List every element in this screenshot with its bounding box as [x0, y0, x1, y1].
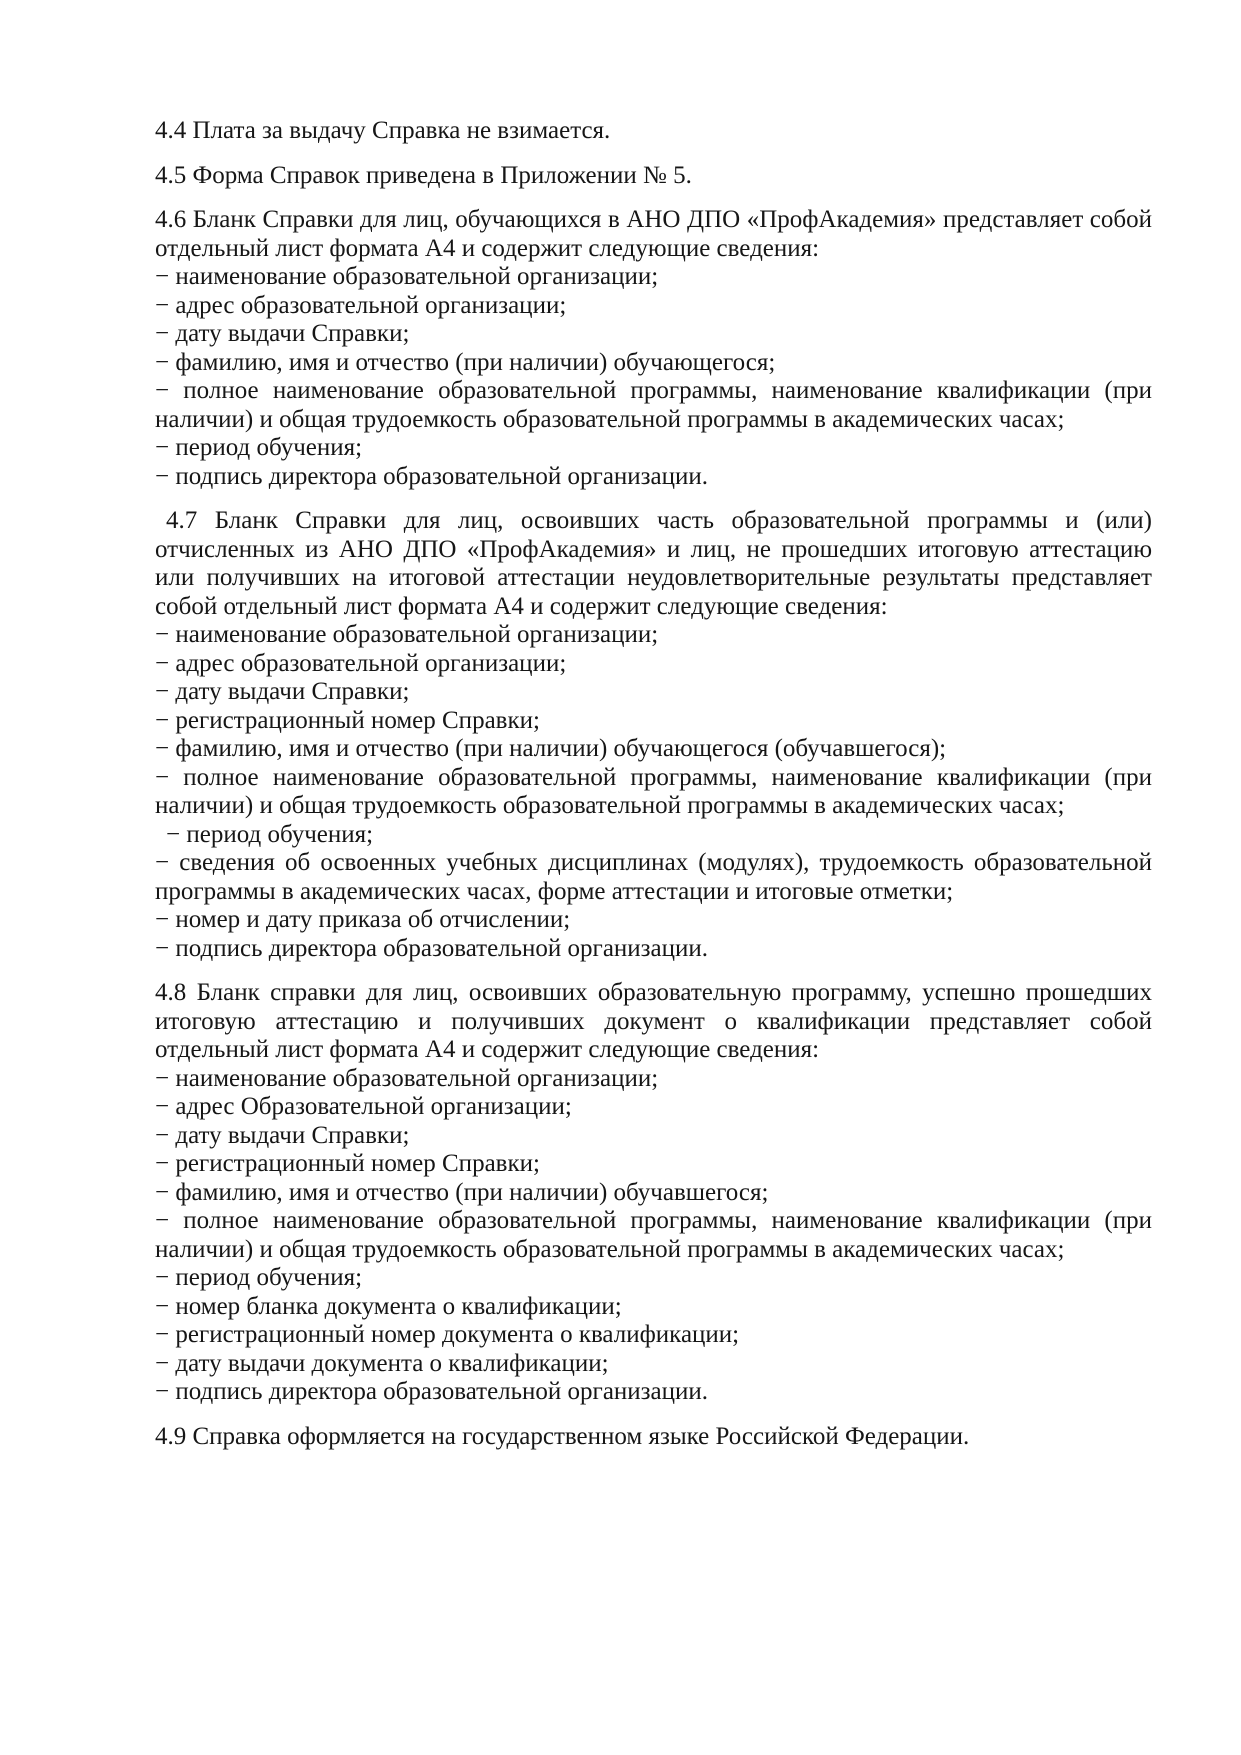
section-4.7 — [155, 507, 1152, 963]
list-item: − адрес образовательной организации; — [155, 291, 567, 319]
list-item: − номер и дату приказа об отчислении; — [155, 906, 571, 933]
list-item: − подпись директора образовательной организации. — [155, 462, 709, 490]
list-item: − фамилию, имя и отчество (при наличии) обучавшегося; — [155, 1178, 769, 1206]
list-item: − подпись директора образовательной организации. — [155, 934, 709, 962]
list-item: − фамилию, имя и отчество (при наличии) обучающегося; — [155, 348, 776, 376]
list-item: − регистрационный номер Справки; — [155, 706, 540, 734]
list-item: − период обучения; — [166, 820, 374, 848]
list-item: − фамилию, имя и отчество (при наличии) обучающегося (обучавшегося); — [155, 735, 947, 762]
section-intro: 4.4 Плата за выдачу Справка не взимается. — [155, 117, 611, 144]
list-item: − регистрационный номер документа о квалификации; — [155, 1321, 740, 1348]
list-item: − адрес образовательной организации; — [155, 649, 567, 677]
list-item: − период обучения; — [155, 434, 363, 461]
section-intro: 4.8 Бланк справки для лиц, освоивших образовательную программу, успешно прошедших итоговую аттестацию и получивших документ о квалификации представляет собой отдельный лист формата А4 и содержит следующие сведения: — [155, 979, 1152, 1063]
document-body — [155, 101, 1152, 1451]
section-4.8 — [155, 979, 1152, 1407]
list-item: − подпись директора образовательной организации. — [155, 1378, 709, 1405]
list-item: − наименование образовательной организации; — [155, 263, 659, 290]
list-item: − полное наименование образовательной программы, наименование квалификации (при наличии) и общая трудоемкость образовательной программы в академических часах; — [155, 1207, 1152, 1263]
section-4.9 — [155, 1423, 1152, 1452]
list-item: − номер бланка документа о квалификации; — [155, 1292, 622, 1320]
list-item: − полное наименование образовательной программы, наименование квалификации (при наличии) и общая трудоемкость образовательной программы в академических часах; — [155, 763, 1152, 819]
section-4.6 — [155, 206, 1152, 491]
list-item: − наименование образовательной организации; — [155, 621, 659, 648]
list-item: − наименование образовательной организации; — [155, 1064, 659, 1092]
list-item: − период обучения; — [155, 1264, 363, 1291]
list-item: − регистрационный номер Справки; — [155, 1150, 540, 1177]
section-4.4 — [155, 117, 1152, 146]
list-item: − дату выдачи документа о квалификации; — [155, 1349, 609, 1377]
list-item: − сведения об освоенных учебных дисциплинах (модулях), трудоемкость образовательной программы в академических часах, форме аттестации и итоговые отметки; — [155, 849, 1152, 905]
list-item: − дату выдачи Справки; — [155, 320, 410, 347]
list-item: − адрес Образовательной организации; — [155, 1093, 572, 1120]
list-item: − полное наименование образовательной программы, наименование квалификации (при наличии) и общая трудоемкость образовательной программы в академических часах; — [155, 377, 1152, 433]
section-4.5 — [155, 162, 1152, 191]
list-item: − дату выдачи Справки; — [155, 678, 410, 705]
list-item: − дату выдачи Справки; — [155, 1121, 410, 1149]
section-intro: 4.5 Форма Справок приведена в Приложении № 5. — [155, 161, 692, 189]
section-intro: 4.6 Бланк Справки для лиц, обучающихся в АНО ДПО «ПрофАкадемия» представляет собой отдельный лист формата А4 и содержит следующие сведения: — [155, 206, 1152, 262]
section-intro: 4.7 Бланк Справки для лиц, освоивших часть образовательной программы и (или) отчисленных из АНО ДПО «ПрофАкадемия» и лиц, не прошедших итоговую аттестацию или получивших на итоговой аттестации неудовлетворительные результаты представляет собой отдельный лист формата А4 и содержит следующие сведения: — [155, 507, 1152, 620]
section-intro: 4.9 Справка оформляется на государственном языке Российской Федерации. — [155, 1422, 970, 1450]
